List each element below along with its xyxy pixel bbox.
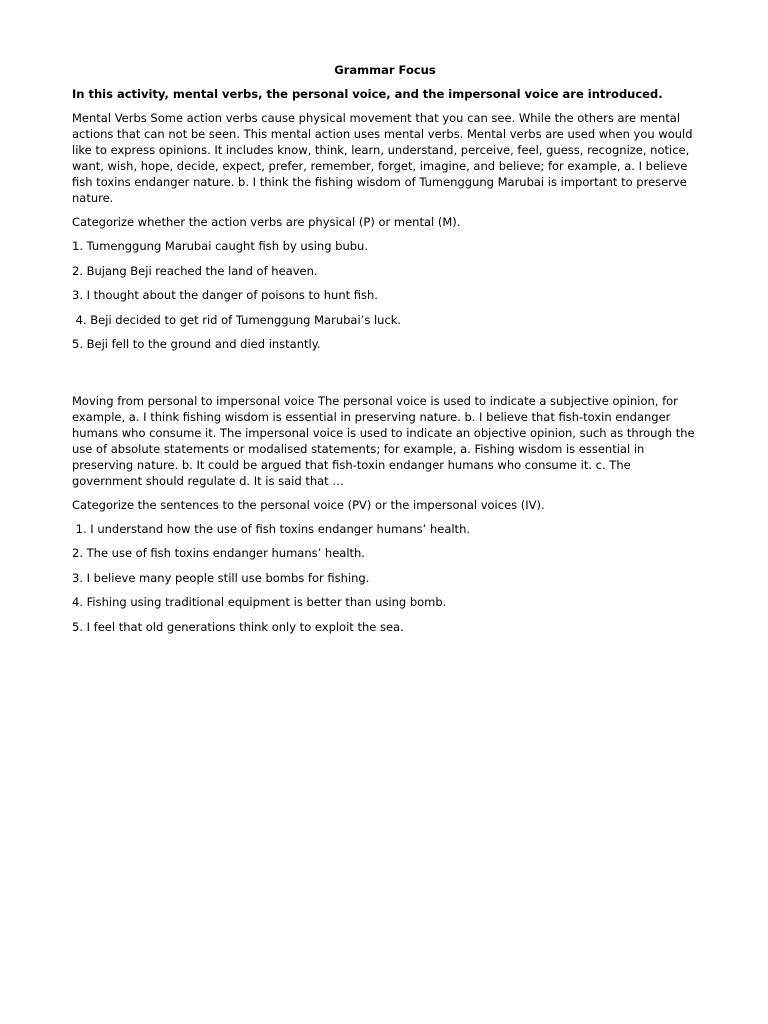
list-item: 1. Tumenggung Marubai caught fish by using bubu. [72, 239, 368, 253]
instruction-personal-impersonal: Categorize the sentences to the personal voice (PV) or the impersonal voices (IV). [72, 497, 545, 512]
exercise-list-2 [72, 521, 698, 635]
list-item: 2. The use of fish toxins endanger humans’ health. [72, 546, 365, 560]
intro-text: In this activity, mental verbs, the personal voice, and the impersonal voice are introduced. [72, 87, 663, 101]
list-item: 1. I understand how the use of fish toxins endanger humans’ health. [72, 521, 471, 536]
spacer [72, 361, 698, 393]
voice-paragraph: Moving from personal to impersonal voice The personal voice is used to indicate a subjective opinion, for example, a. I think fishing wisdom is essential in preserving nature. b. I believe that fish-toxin endanger humans who consume it. The impersonal voice is used to indicate an objective opinion, such as through the use of absolute statements or modalised statements; for example, a. Fishing wisdom is essential in preserving nature. b. It could be argued that fish-toxin endanger humans who consume it. c. The government should regulate d. It is said that … [72, 393, 695, 488]
list-item: 4. Fishing using traditional equipment is better than using bomb. [72, 595, 447, 609]
mental-verbs-paragraph: Mental Verbs Some action verbs cause physical movement that you can see. While the others are mental actions that can not be seen. This mental action uses mental verbs. Mental verbs are used when you would like to express opinions. It includes know, think, learn, understand, perceive, feel, guess, recognize, notice, want, wish, hope, decide, expect, prefer, remember, forget, imagine, and believe; for example, a. I believe fish toxins endanger nature. b. I think the fishing wisdom of Tumenggung Marubai is important to preserve nature. [72, 111, 693, 205]
list-item: 3. I thought about the danger of poisons to hunt fish. [72, 288, 378, 302]
list-item: 4. Beji decided to get rid of Tumenggung Marubai’s luck. [72, 312, 402, 327]
exercise-list-1 [72, 238, 698, 352]
document-page [72, 62, 698, 643]
list-item: 3. I believe many people still use bombs for fishing. [72, 570, 370, 585]
list-item: 2. Bujang Beji reached the land of heaven. [72, 263, 318, 278]
page-title: Grammar Focus [334, 63, 436, 77]
instruction-physical-mental: Categorize whether the action verbs are physical (P) or mental (M). [72, 215, 461, 229]
list-item: 5. I feel that old generations think only to exploit the sea. [72, 619, 404, 634]
list-item: 5. Beji fell to the ground and died instantly. [72, 337, 321, 351]
